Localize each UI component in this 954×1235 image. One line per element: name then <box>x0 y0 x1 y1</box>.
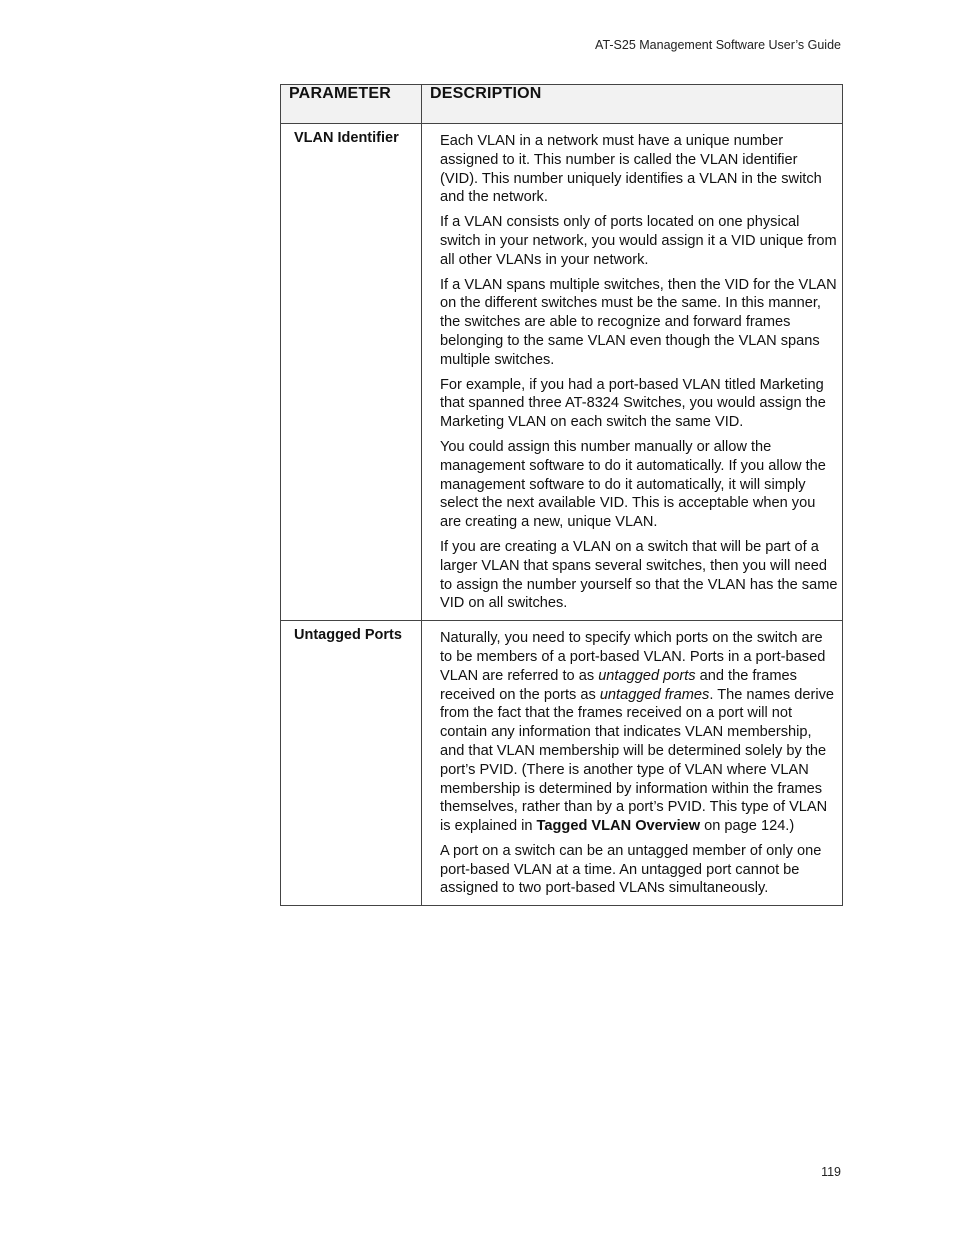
column-header-parameter: PARAMETER <box>281 85 422 124</box>
parameter-description <box>422 621 843 906</box>
cross-reference-link[interactable]: Tagged VLAN Overview <box>536 818 701 835</box>
description-paragraph: If you are creating a VLAN on a switch that will be part of a larger VLAN that spans several switches, then you will need to assign the number yourself so that the VLAN has the same VID on all switches. <box>440 538 838 612</box>
description-paragraph: If a VLAN spans multiple switches, then the VID for the VLAN on the different switches must be the same. In this manner, the switches are able to recognize and forward frames belonging to the same VLAN even though the VLAN spans multiple switches. <box>440 276 837 368</box>
description-paragraph: You could assign this number manually or allow the management software to do it automatically. If you allow the management software to do it automatically, it will simply select the next available VID. This is acceptable when you are creating a new, unique VLAN. <box>440 438 826 531</box>
table-header-row <box>281 85 843 124</box>
running-header: AT-S25 Management Software User’s Guide <box>595 38 841 52</box>
term-untagged-ports: untagged ports <box>598 667 696 684</box>
parameter-table <box>280 84 843 906</box>
description-paragraph: Each VLAN in a network must have a unique number assigned to it. This number is called the VLAN identifier (VID). This number uniquely identifies a VLAN in the switch and the network. <box>440 133 822 206</box>
column-header-description: DESCRIPTION <box>422 85 843 124</box>
description-paragraph: A port on a switch can be an untagged member of only one port-based VLAN at a time. An untagged port cannot be assigned to two port-based VLANs simultaneously. <box>440 842 822 897</box>
description-paragraph: If a VLAN consists only of ports located on one physical switch in your network, you would assign it a VID unique from all other VLANs in your network. <box>440 214 837 268</box>
description-paragraph: Naturally, you need to specify which ports on the switch are to be members of a port-based VLAN. Ports in a port-based VLAN are referred to as untagged ports and the frames received on the ports as untagged frames. The names derive from the fact that the frames received on a port will not contain any information that indicates VLAN membership, and that VLAN membership will be determined solely by the port’s PVID. (There is another type of VLAN where VLAN membership is determined by information within the frames themselves, rather than by a port’s PVID. This type of VLAN is explained in Tagged VLAN Overview on page 124.) <box>440 630 834 835</box>
parameter-name: Untagged Ports <box>281 621 422 906</box>
description-paragraph: For example, if you had a port-based VLAN titled Marketing that spanned three AT-8324 Switches, you would assign the Marketing VLAN on each switch the same VID. <box>440 376 826 431</box>
page-number: 119 <box>821 1165 841 1179</box>
table-row-untagged-ports <box>281 621 843 906</box>
term-untagged-frames: untagged frames <box>599 686 710 703</box>
parameter-description <box>422 124 843 621</box>
parameter-name: VLAN Identifier <box>281 124 422 621</box>
table-row-vlan-identifier <box>281 124 843 621</box>
